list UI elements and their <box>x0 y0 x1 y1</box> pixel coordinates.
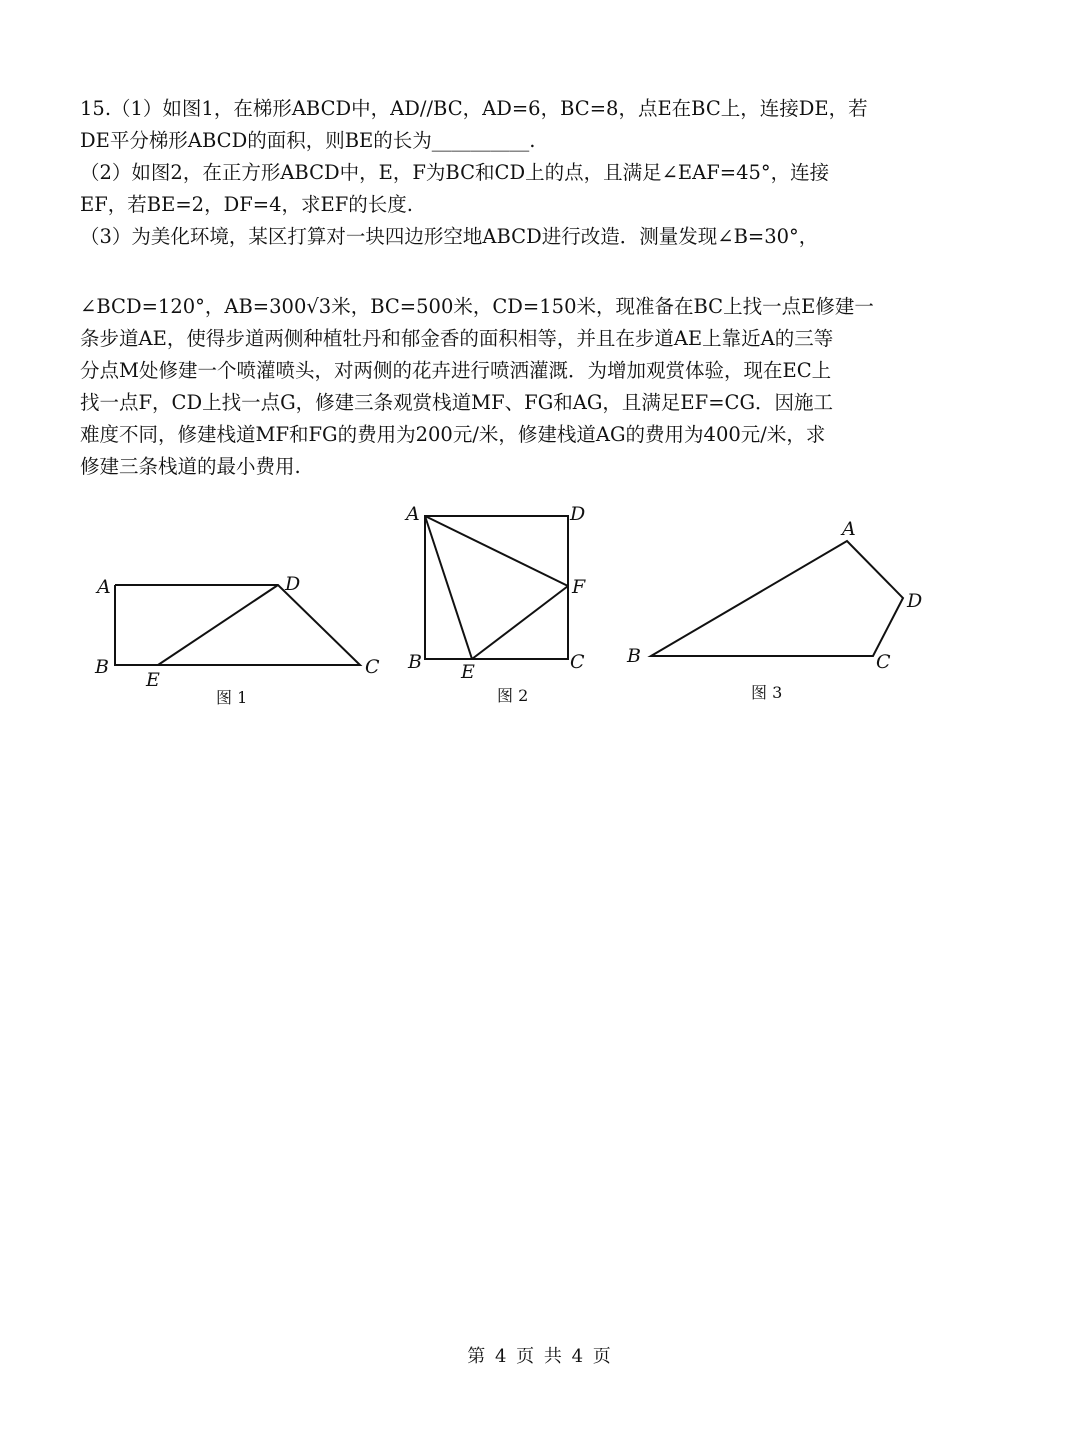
problem-line-11: 修建三条栈道的最小费用. <box>80 455 301 478</box>
fig2-caption: 图 2 <box>497 686 529 705</box>
fig1-label-b: B <box>95 656 109 678</box>
fig2-label-e: E <box>461 661 475 683</box>
problem-line-9: 找一点F，CD上找一点G，修建三条观赏栈道MF、FG和AG，且满足EF=CG．因施工 <box>80 391 834 414</box>
fig1-caption: 图 1 <box>216 688 248 707</box>
trapezoid-outline <box>115 585 360 665</box>
figure-2 <box>425 516 568 659</box>
problem-line-8: 分点M处修建一个喷灌喷头，对两侧的花卉进行喷洒灌溉．为增加观赏体验，现在EC上 <box>80 359 832 382</box>
problem-line-6: ∠BCD=120°，AB=300√3米，BC=500米，CD=150米，现准备在BC上找一点E修建一 <box>80 295 874 318</box>
problem-line-5: （3）为美化环境，某区打算对一块四边形空地ABCD进行改造．测量发现∠B=30°， <box>80 225 819 248</box>
problem-line-1: 15.（1）如图1，在梯形ABCD中，AD//BC，AD=6，BC=8，点E在BC上，连接DE，若 <box>80 97 868 120</box>
problem-line-3: （2）如图2，在正方形ABCD中，E，F为BC和CD上的点，且满足∠EAF=45°，连接 <box>80 161 830 184</box>
problem-line-4: EF，若BE=2，DF=4，求EF的长度. <box>80 193 413 216</box>
square-outline <box>425 516 568 659</box>
segment-ef <box>472 586 568 659</box>
segment-af <box>425 516 568 586</box>
fig1-label-a: A <box>97 576 111 598</box>
problem-line-10: 难度不同，修建栈道MF和FG的费用为200元/米，修建栈道AG的费用为400元/米，求 <box>80 423 826 446</box>
fig1-label-c: C <box>365 656 380 678</box>
fig3-label-c: C <box>876 651 891 673</box>
fig3-label-d: D <box>907 590 923 612</box>
segment-de <box>158 585 278 665</box>
figure-1 <box>115 585 360 665</box>
figure-3 <box>651 541 903 656</box>
line-gap <box>80 253 940 291</box>
fig2-label-f: F <box>572 576 586 598</box>
fig1-label-d: D <box>285 573 301 595</box>
fig1-label-e: E <box>146 669 160 691</box>
fig2-label-b: B <box>408 651 422 673</box>
problem-line-2: DE平分梯形ABCD的面积，则BE的长为__________. <box>80 129 536 152</box>
fig2-label-d: D <box>570 503 586 525</box>
fig2-label-c: C <box>570 651 585 673</box>
segment-ae <box>425 516 472 659</box>
quadrilateral-outline <box>651 541 903 656</box>
problem-line-7: 条步道AE，使得步道两侧种植牡丹和郁金香的面积相等，并且在步道AE上靠近A的三等 <box>80 327 834 350</box>
fig3-caption: 图 3 <box>751 683 783 702</box>
page-footer: 第 4 页 共 4 页 <box>467 1346 613 1367</box>
problem-15 <box>80 93 940 483</box>
figures-area <box>0 495 1080 715</box>
fig3-label-a: A <box>842 518 856 540</box>
fig2-label-a: A <box>406 503 420 525</box>
fig3-label-b: B <box>627 645 641 667</box>
